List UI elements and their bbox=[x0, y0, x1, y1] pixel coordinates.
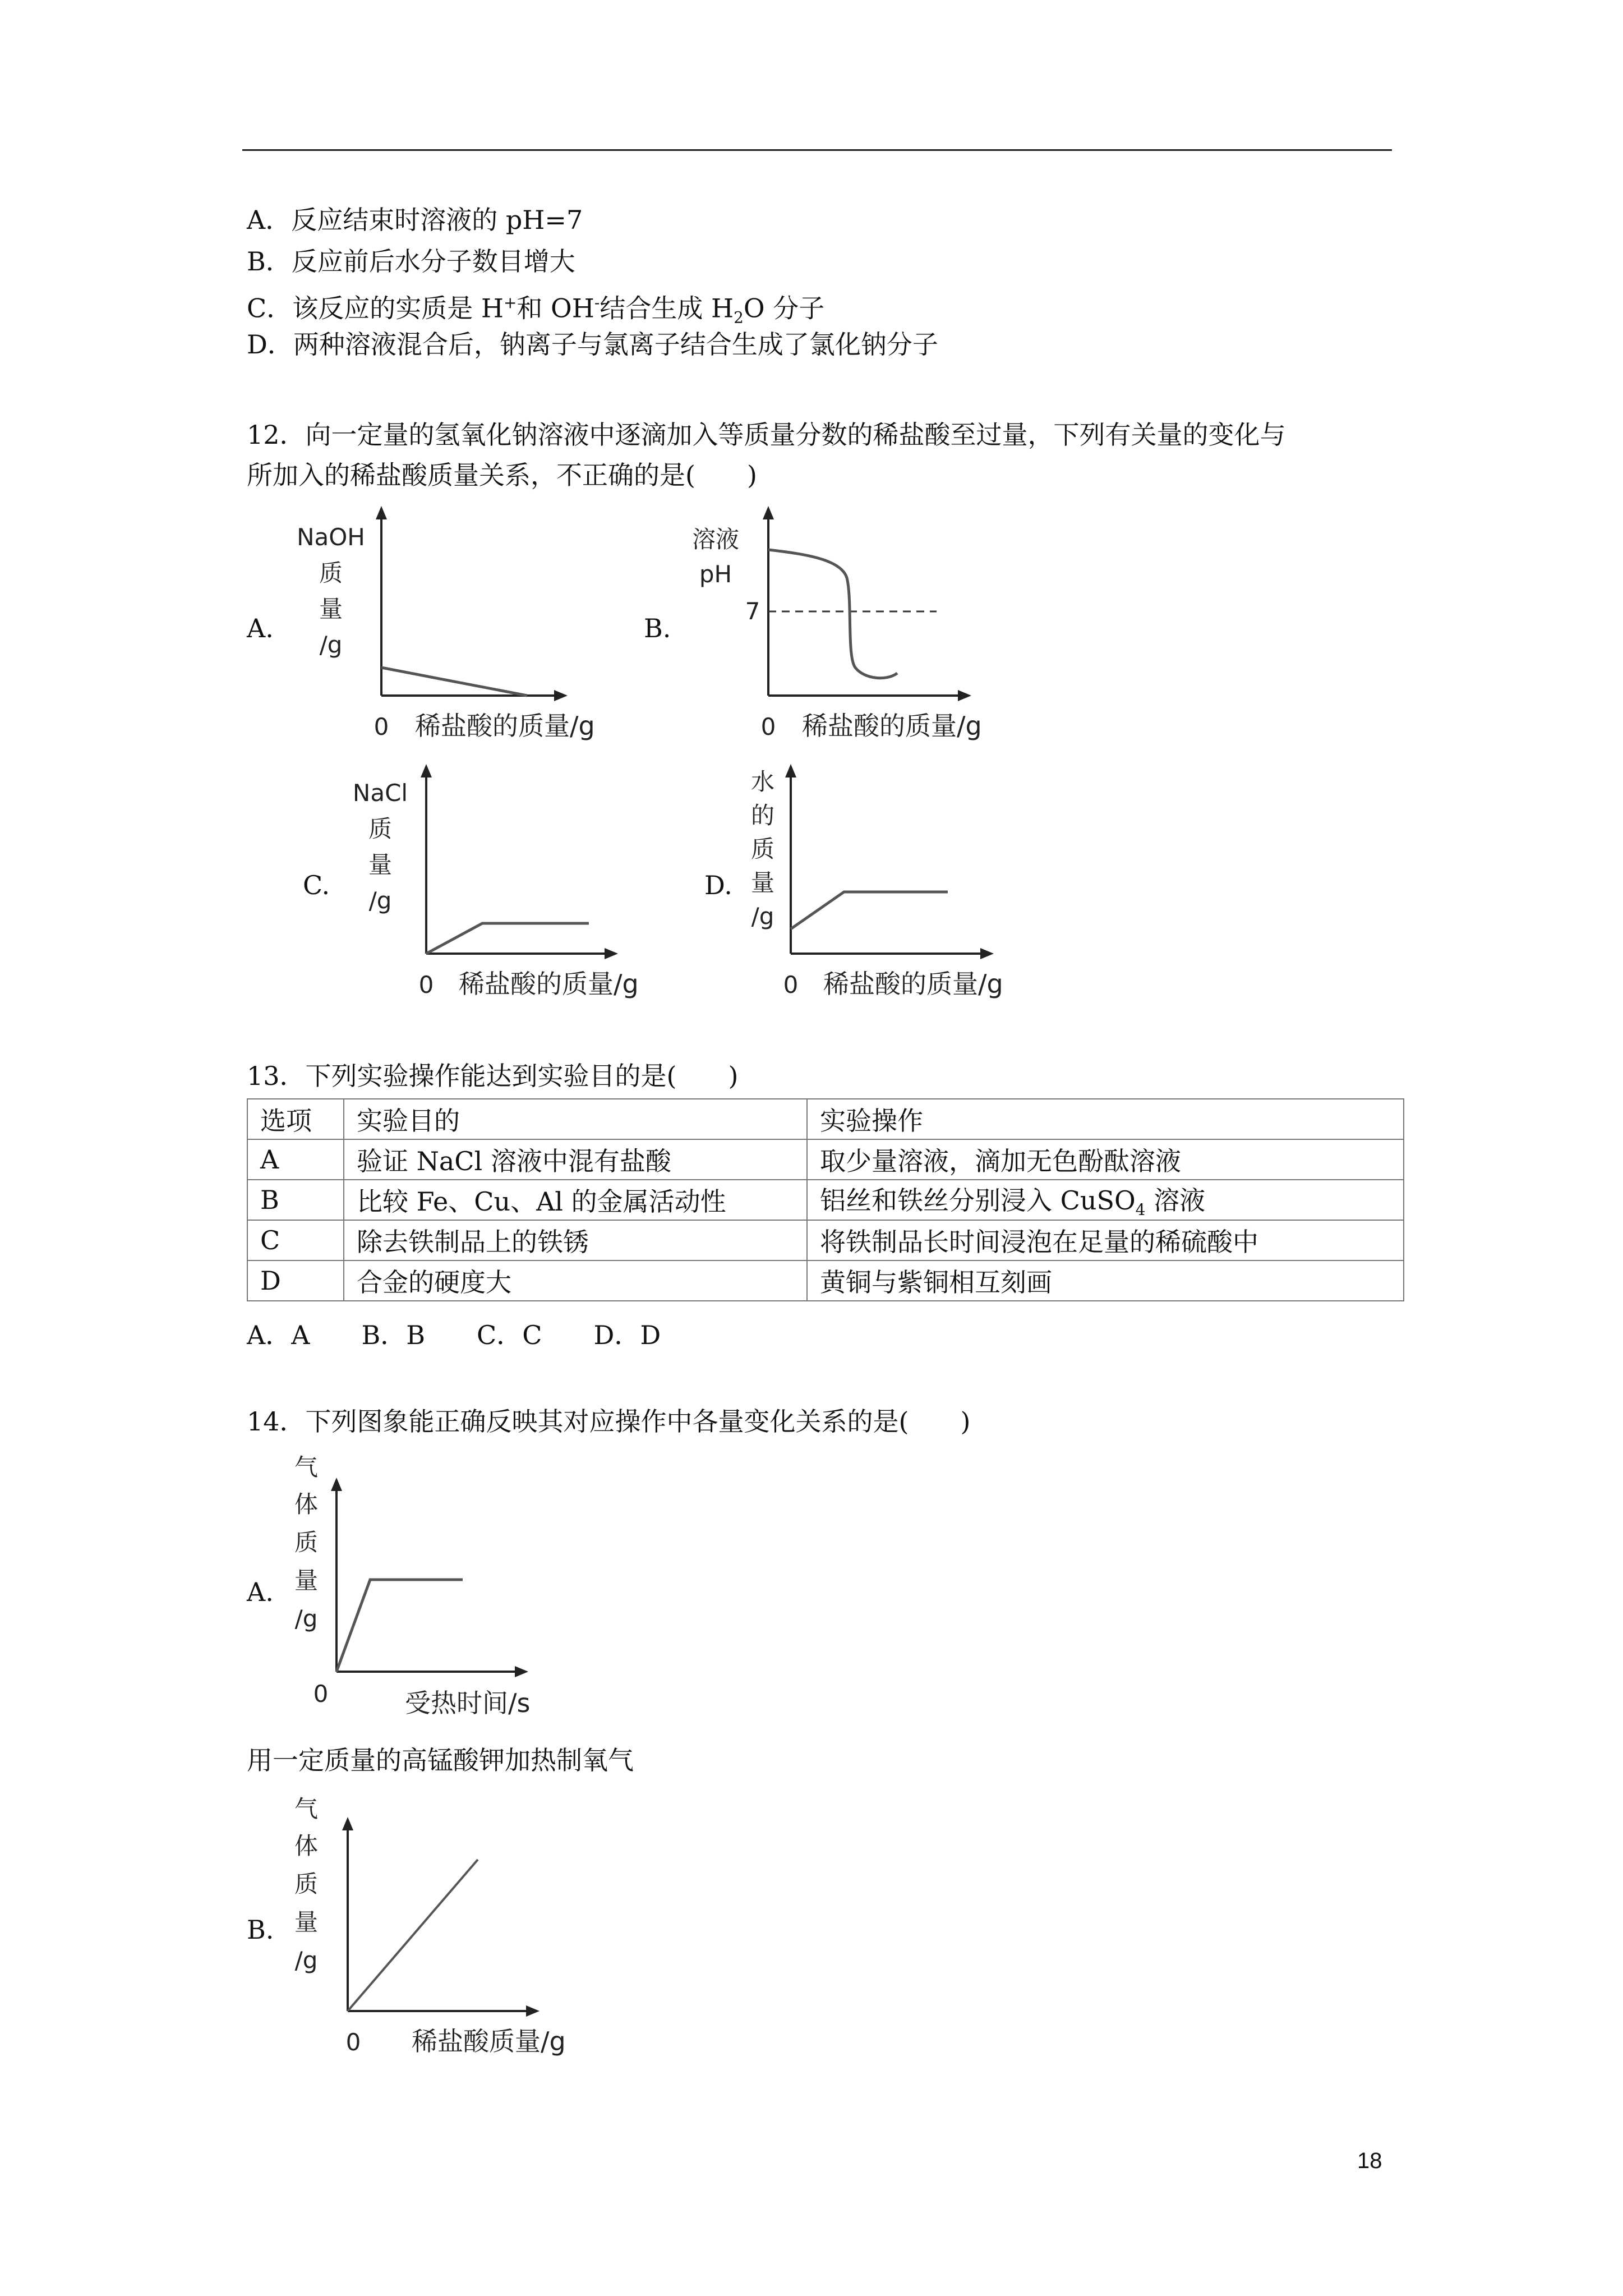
cell-option: A bbox=[247, 1139, 344, 1180]
cell-purpose: 验证 NaCl 溶液中混有盐酸 bbox=[344, 1139, 807, 1180]
q11-option-d: D．两种溶液混合后，钠离子与氯离子结合生成了氯化钠分子 bbox=[247, 329, 938, 360]
q12-graph-b bbox=[684, 505, 1009, 752]
origin-label: 0 bbox=[374, 713, 389, 740]
q12-stem-line2: 所加入的稀盐酸质量关系，不正确的是( ) bbox=[247, 460, 757, 490]
q12-stem-line1: 12．向一定量的氢氧化钠溶液中逐滴加入等质量分数的稀盐酸至过量，下列有关量的变化与 bbox=[247, 420, 1286, 450]
origin-label: 0 bbox=[418, 971, 434, 999]
cell-operation: 铝丝和铁丝分别浸入 CuSO$_4$ 溶液 bbox=[807, 1180, 1404, 1220]
ylabel-2: 质 bbox=[294, 1529, 319, 1556]
cell-purpose: 合金的硬度大 bbox=[344, 1260, 807, 1301]
cell-purpose: 除去铁制品上的铁锈 bbox=[344, 1220, 807, 1260]
cell-operation: 将铁制品长时间浸泡在足量的稀硫酸中 bbox=[807, 1220, 1404, 1260]
xlabel: 稀盐酸质量/g bbox=[412, 2026, 566, 2056]
ylabel-0: 水 bbox=[750, 768, 775, 795]
ylabel-3: /g bbox=[319, 631, 343, 659]
ylabel-1: pH bbox=[699, 560, 732, 588]
q14-option-a-caption: 用一定质量的高锰酸钾加热制氧气 bbox=[247, 1745, 634, 1775]
ylabel-3: /g bbox=[368, 887, 392, 914]
naoh-line bbox=[381, 668, 527, 696]
water-line bbox=[791, 892, 948, 929]
y-axis-arrow bbox=[785, 764, 796, 777]
x-axis-arrow bbox=[526, 2005, 540, 2017]
xlabel: 稀盐酸的质量/g bbox=[823, 969, 1003, 999]
q14-graph-b bbox=[275, 1792, 589, 2073]
x-axis-arrow bbox=[605, 948, 618, 959]
ph-curve bbox=[768, 550, 897, 678]
q12-graph-a-label: A. bbox=[247, 613, 274, 643]
q14-stem: 14．下列图象能正确反映其对应操作中各量变化关系的是( ) bbox=[247, 1406, 971, 1437]
ylabel-1: 质 bbox=[368, 815, 393, 843]
cell-option: D bbox=[247, 1260, 344, 1301]
table-row bbox=[247, 1139, 1404, 1180]
q14-graph-a-label: A. bbox=[247, 1577, 274, 1607]
cell-operation: 取少量溶液，滴加无色酚酞溶液 bbox=[807, 1139, 1404, 1180]
q11-option-b: B．反应前后水分子数目增大 bbox=[247, 246, 575, 277]
ylabel-3: 量 bbox=[294, 1908, 319, 1936]
table-row bbox=[247, 1180, 1404, 1220]
ylabel-1: 的 bbox=[750, 802, 775, 829]
cell-option: B bbox=[247, 1180, 344, 1220]
q12-graph-c-label: C. bbox=[303, 870, 330, 900]
cell-purpose: 比较 Fe、Cu、Al 的金属活动性 bbox=[344, 1180, 807, 1220]
q14-graph-b-label: B. bbox=[247, 1915, 274, 1945]
ylabel-1: 体 bbox=[294, 1490, 319, 1518]
cell-operation: 黄铜与紫铜相互刻画 bbox=[807, 1260, 1404, 1301]
xlabel: 稀盐酸的质量/g bbox=[415, 711, 595, 741]
ylabel-2: 量 bbox=[368, 851, 393, 878]
x-axis-arrow bbox=[515, 1666, 528, 1677]
page-number: 18 bbox=[1357, 2148, 1382, 2173]
xlabel: 受热时间/s bbox=[405, 1688, 531, 1718]
x-axis-arrow bbox=[554, 690, 568, 701]
q12-graph-d-label: D. bbox=[704, 870, 732, 900]
x-axis-arrow bbox=[980, 948, 994, 959]
q11-option-c: C．该反应的实质是 H+和 OH-结合生成 $H_2O$ 分子 bbox=[247, 293, 825, 327]
y-axis-arrow bbox=[342, 1817, 353, 1830]
ylabel-4: /g bbox=[294, 1947, 318, 1974]
xlabel: 稀盐酸的质量/g bbox=[802, 711, 982, 741]
y-axis-arrow bbox=[376, 506, 387, 519]
ylabel-0: 溶液 bbox=[691, 526, 740, 553]
ylabel-3: 量 bbox=[294, 1567, 319, 1594]
header-operation: 实验操作 bbox=[807, 1099, 1404, 1139]
ylabel-1: 质 bbox=[319, 559, 343, 587]
ylabel-0: 气 bbox=[294, 1453, 319, 1481]
gas-line bbox=[348, 1860, 478, 2011]
cell-option: C bbox=[247, 1220, 344, 1260]
x-axis-arrow bbox=[958, 690, 971, 701]
q12-graph-b-label: B. bbox=[644, 613, 671, 643]
header-option: 选项 bbox=[247, 1099, 344, 1139]
ylabel-1: 体 bbox=[294, 1832, 319, 1860]
q13-table bbox=[247, 1098, 1404, 1301]
q12-graph-c bbox=[336, 763, 662, 1010]
q12-graph-d bbox=[729, 763, 1054, 1010]
header-rule bbox=[242, 149, 1392, 151]
table-header-row bbox=[247, 1099, 1404, 1139]
ylabel-2: 量 bbox=[319, 595, 343, 623]
ylabel-0: NaCl bbox=[352, 779, 408, 807]
ytick-7: 7 bbox=[745, 597, 760, 625]
ylabel-3: 量 bbox=[750, 869, 775, 896]
ylabel-0: NaOH bbox=[297, 523, 365, 551]
table-row bbox=[247, 1220, 1404, 1260]
origin-label: 0 bbox=[313, 1680, 329, 1708]
q14-graph-a bbox=[275, 1453, 566, 1733]
ylabel-2: 质 bbox=[750, 835, 775, 863]
ylabel-0: 气 bbox=[294, 1795, 319, 1823]
origin-label: 0 bbox=[760, 713, 776, 740]
ylabel-4: /g bbox=[751, 903, 774, 930]
q13-answer-options: A．A B．B C．C D．D bbox=[247, 1320, 661, 1350]
y-axis-arrow bbox=[421, 764, 432, 777]
ylabel-4: /g bbox=[294, 1605, 318, 1632]
xlabel: 稀盐酸的质量/g bbox=[459, 969, 639, 999]
q12-graph-a bbox=[280, 505, 606, 752]
y-axis-arrow bbox=[763, 506, 774, 519]
ylabel-2: 质 bbox=[294, 1870, 319, 1898]
q13-stem: 13．下列实验操作能达到实验目的是( ) bbox=[247, 1061, 739, 1091]
origin-label: 0 bbox=[345, 2028, 361, 2056]
table-row bbox=[247, 1260, 1404, 1301]
origin-label: 0 bbox=[783, 971, 799, 999]
q11-option-a: A．反应结束时溶液的 pH=7 bbox=[247, 205, 583, 235]
header-purpose: 实验目的 bbox=[344, 1099, 807, 1139]
gas-line bbox=[336, 1580, 463, 1672]
nacl-line bbox=[426, 923, 589, 954]
y-axis-arrow bbox=[331, 1478, 342, 1491]
